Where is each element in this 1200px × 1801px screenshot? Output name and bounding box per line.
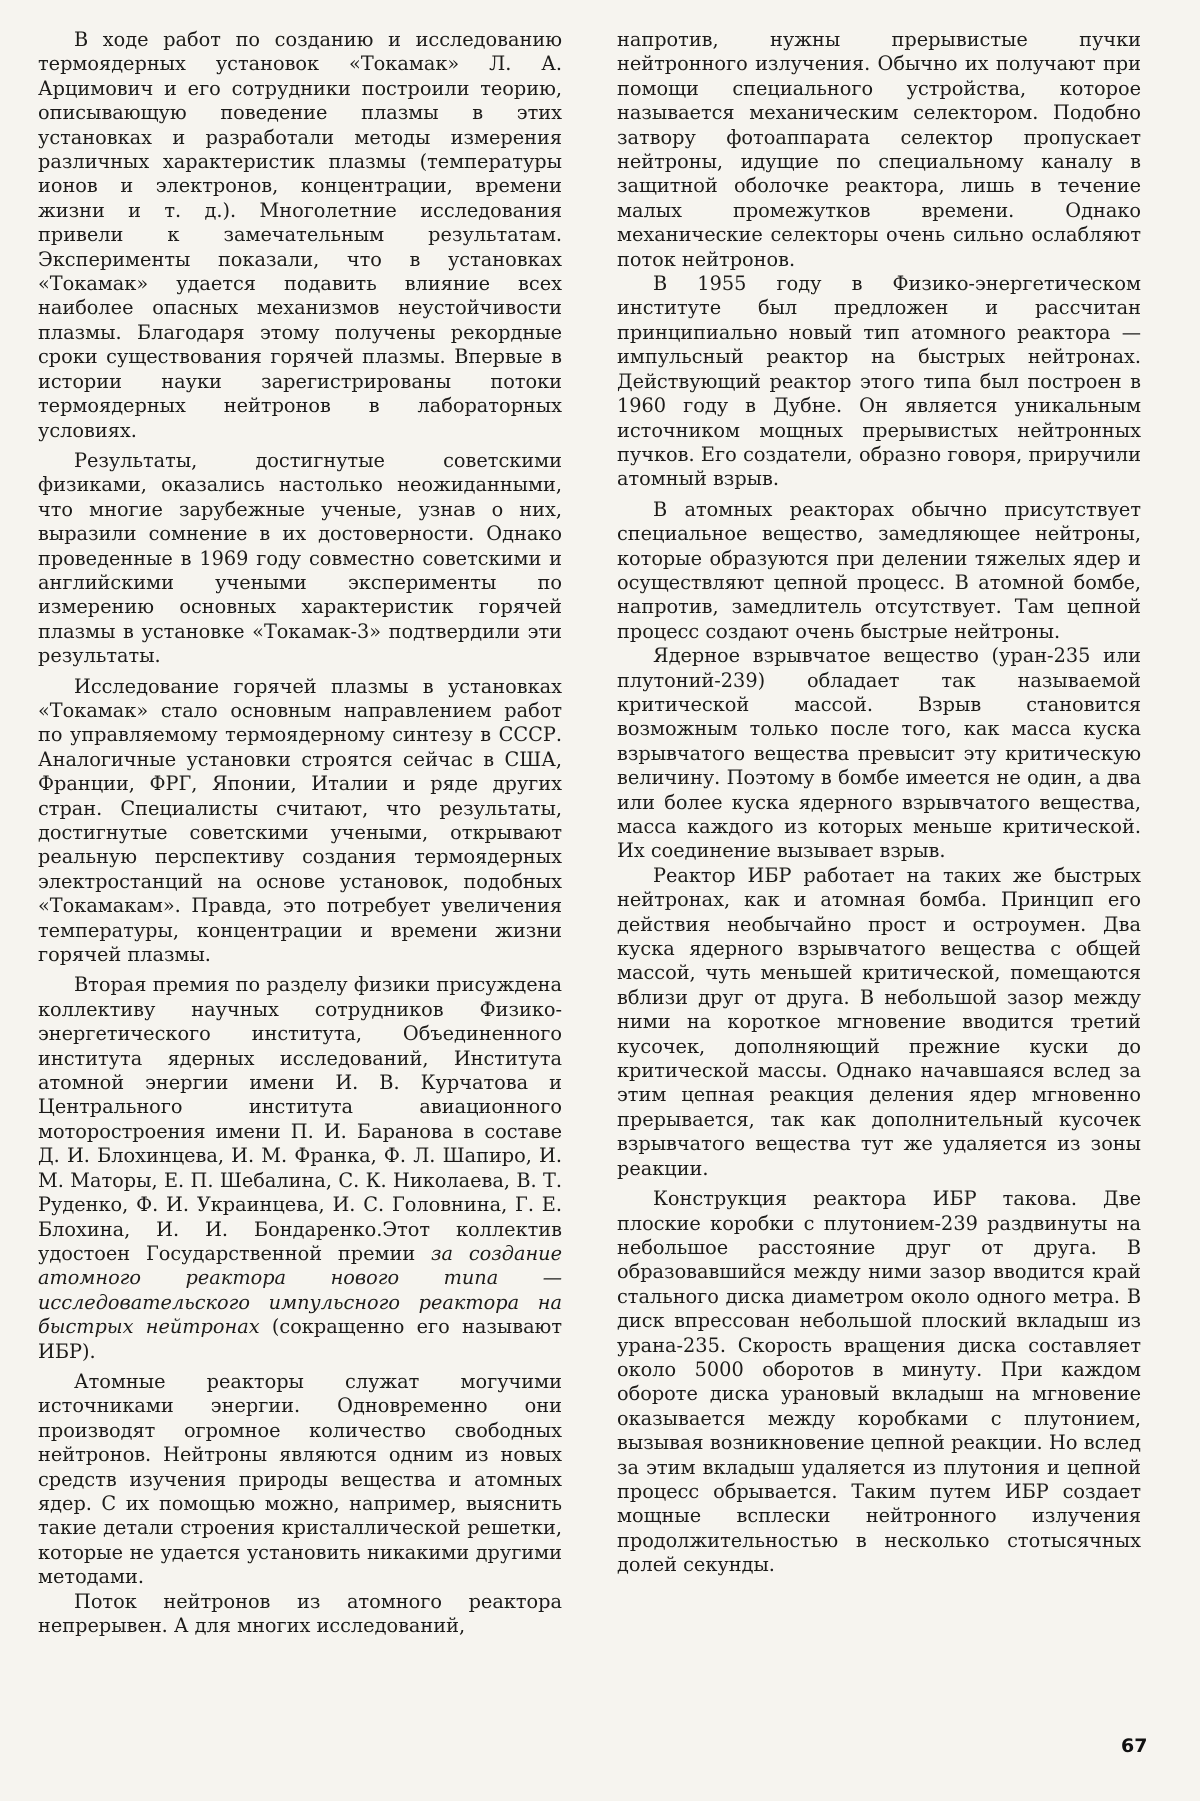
paragraph: В 1955 году в Физико-энергетическом институте был предложен и рассчитан принципиально новый тип атомного реактора — импульсный реактор на быстрых нейтронах. Действующий реактор этого типа был построен в 1960 году в Дубне. Он является уникальным источником мощных прерывистых нейтронных пучков. Его создатели, образно говоря, приручили атомный взрыв. [617,272,1141,491]
paragraph: Поток нейтронов из атомного реактора непрерывен. А для многих исследований, [38,1589,562,1637]
paragraph-text: Вторая премия по разделу физики присуждена коллективу научных сотрудников Физико-энергетического института, Объединенного института ядерных исследований, Института атомной энергии имени И. В. Курчатова и Центрального института авиационного моторостроения имени П. И. Баранова в составе Д. И. Блохинцева, И. М. Франка, Ф. Л. Шапиро, И. М. Маторы, Е. П. Шебалина, С. К. Николаева, В. Т. Руденко, Ф. И. Украинцева, И. С. Головнина, Г. Е. Блохина, И. И. Бондаренко.Этот коллектив удостоен Государственной премии [38,973,562,1265]
prize-citation: за создание атомного реактора нового типа — исследовательского импульсного реактора на быстрых нейтронах [38,1241,562,1339]
paragraph-text: (сокращенно его называют ИБР). [38,1315,563,1363]
paragraph: Исследование горячей плазмы в установках «Токамак» стало основным направлением работ по управляемому термоядерному синтезу в СССР. Аналогичные установки строятся сейчас в США, Франции, ФРГ, Японии, Италии и ряде других стран. Специалисты считают, что результаты, достигнутые советскими учеными, открывают реальную перспективу создания термоядерных электростанций на основе установок, подобных «Токамакам». Правда, это потребует увеличения температуры, концентрации и времени жизни горячей плазмы. [38,674,562,967]
paragraph: В ходе работ по созданию и исследованию термоядерных установок «Токамак» Л. А. Арцимович и его сотрудники построили теорию, описывающую поведение плазмы в этих установках и разработали методы измерения различных характеристик плазмы (температуры ионов и электронов, концентрации, времени жизни и т. д.). Многолетние исследования привели к замечательным результатам. Эксперименты показали, что в установках «Токамак» удается подавить влияние всех наиболее опасных механизмов неустойчивости плазмы. Благодаря этому получены рекордные сроки существования горячей плазмы. Впервые в истории науки зарегистрированы потоки термоядерных нейтронов в лабораторных условиях. [38,28,562,442]
paragraph: напротив, нужны прерывистые пучки нейтронного излучения. Обычно их получают при помощи специального устройства, которое называется механическим селектором. Подобно затвору фотоаппарата селектор пропускает нейтроны, идущие по специальному каналу в защитной оболочке реактора, лишь в течение малых промежутков времени. Однако механические селекторы очень сильно ослабляют поток нейтронов. [617,28,1141,271]
paragraph: Реактор ИБР работает на таких же быстрых нейтронах, как и атомная бомба. Принцип его действия необычайно прост и остроумен. Два куска ядерного взрывчатого вещества с общей массой, чуть меньшей критической, помещаются вблизи друг от друга. В небольшой зазор между ними на короткое мгновение вводится третий кусочек, дополняющий прежние куски до критической массы. Однако начавшаяся вслед за этим цепная реакция деления ядер мгновенно прерывается, так как дополнительный кусочек взрывчатого вещества тут же удаляется из зоны реакции. [617,863,1141,1180]
text-column-left [38,28,562,1638]
paragraph: Ядерное взрывчатое вещество (уран-235 или плутоний-239) обладает так называемой критической массой. Взрыв становится возможным только после того, как масса куска взрывчатого вещества превысит эту критическую величину. Поэтому в бомбе имеется не один, а два или более куска ядерного взрывчатого вещества, масса каждого из которых меньше критической. Их соединение вызывает взрыв. [617,644,1141,863]
paragraph: Атомные реакторы служат могучими источниками энергии. Одновременно они производят огромное количество свободных нейтронов. Нейтроны являются одним из новых средств изучения природы вещества и атомных ядер. С их помощью можно, например, выяснить такие детали строения кристаллической решетки, которые не удается установить никакими другими методами. [38,1369,562,1589]
paragraph [38,973,562,1364]
paragraph: Результаты, достигнутые советскими физиками, оказались настолько неожиданными, что многие зарубежные ученые, узнав о них, выразили сомнение в их достоверности. Однако проведенные в 1969 году совместно советскими и английскими учеными эксперименты по измерению основных характеристик горячей плазмы в установке «Токамак-3» подтвердили эти результаты. [38,448,562,668]
paragraph: В атомных реакторах обычно присутствует специальное вещество, замедляющее нейтроны, которые образуются при делении тяжелых ядер и осуществляют цепной процесс. В атомной бомбе, напротив, замедлитель отсутствует. Там цепной процесс создают очень быстрые нейтроны. [617,497,1141,643]
page-number: 67 [1121,1735,1148,1757]
text-column-right [617,28,1141,1578]
paragraph: Конструкция реактора ИБР такова. Две плоские коробки с плутонием-239 раздвинуты на небольшое расстояние друг от друга. В образовавшийся между ними зазор вводится край стального диска диаметром около одного метра. В диск впрессован небольшой плоский вкладыш из урана-235. Скорость вращения диска составляет около 5000 оборотов в минуту. При каждом обороте диска урановый вкладыш на мгновение оказывается между коробками с плутонием, вызывая возникновение цепной реакции. Но вслед за этим вкладыш удаляется из плутония и цепной процесс обрывается. Таким путем ИБР создает мощные всплески нейтронного излучения продолжительностью в несколько стотысячных долей секунды. [617,1187,1141,1577]
